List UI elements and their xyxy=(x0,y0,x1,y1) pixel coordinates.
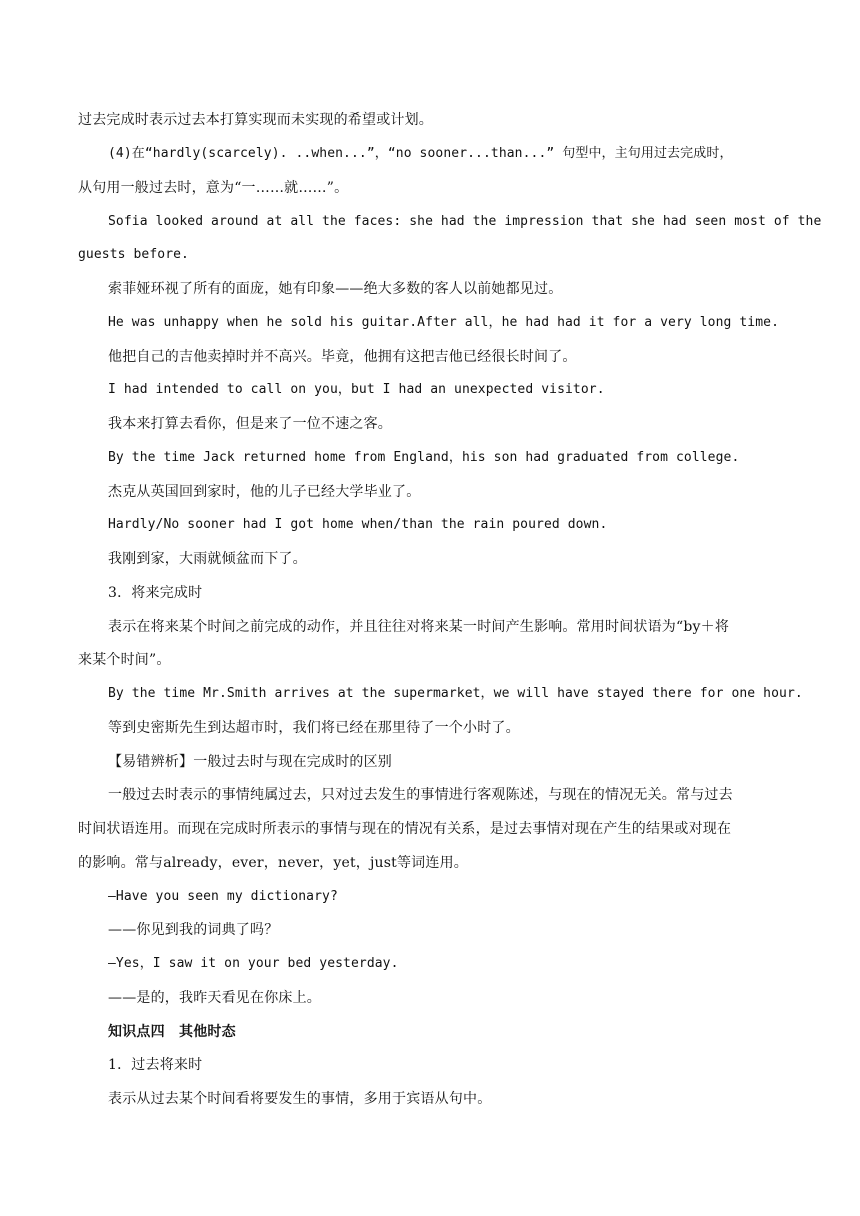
text-line: 等到史密斯先生到达超市时，我们将已经在那里待了一个小时了。 xyxy=(108,720,520,736)
text-line: 我本来打算去看你，但是来了一位不速之客。 xyxy=(108,416,392,432)
text-line: 表示从过去某个时间看将要发生的事情，多用于宾语从句中。 xyxy=(108,1091,492,1107)
text-line: (4)在“hardly(scarcely). ..when...”，“no sooner...than...” 句型中，主句用过去完成时， xyxy=(108,146,733,161)
text-line: 一般过去时表示的事情纯属过去，只对过去发生的事情进行客观陈述，与现在的情况无关。常与过去 xyxy=(108,787,733,803)
text-line: 从句用一般过去时，意为“一……就……”。 xyxy=(78,180,349,196)
text-line: —Yes，I saw it on your bed yesterday. xyxy=(108,956,399,971)
text-line: I had intended to call on you，but I had an unexpected visitor. xyxy=(108,382,605,397)
tip-heading: 【易错辨析】一般过去时与现在完成时的区别 xyxy=(108,754,392,770)
section-heading: 3．将来完成时 xyxy=(108,585,203,601)
text-line: 我刚到家，大雨就倾盆而下了。 xyxy=(108,551,307,567)
text-line: By the time Mr.Smith arrives at the supermarket，we will have stayed there for one hour. xyxy=(108,686,803,701)
knowledge-point-heading: 知识点四 其他时态 xyxy=(108,1024,236,1040)
text-line: 他把自己的吉他卖掉时并不高兴。毕竟，他拥有这把吉他已经很长时间了。 xyxy=(108,349,577,365)
text-line: ——你见到我的词典了吗？ xyxy=(108,922,279,938)
text-line: guests before. xyxy=(78,247,189,262)
text-line: 过去完成时表示过去本打算实现而未实现的希望或计划。 xyxy=(78,112,433,128)
text-line: Sofia looked around at all the faces: she had the impression that she had seen most of the xyxy=(108,214,822,229)
text-line: 表示在将来某个时间之前完成的动作，并且往往对将来某一时间产生影响。常用时间状语为“by＋将 xyxy=(108,619,730,635)
text-line: He was unhappy when he sold his guitar.After all，he had had it for a very long time. xyxy=(108,315,780,330)
section-heading: 1．过去将来时 xyxy=(108,1057,203,1073)
text-line: Hardly/No sooner had I got home when/than the rain poured down. xyxy=(108,517,608,532)
text-line: 的影响。常与already，ever，never，yet，just等词连用。 xyxy=(78,855,468,871)
text-line: ——是的，我昨天看见在你床上。 xyxy=(108,990,321,1006)
text-line: 索菲娅环视了所有的面庞，她有印象——绝大多数的客人以前她都见过。 xyxy=(108,281,563,297)
text-line: —Have you seen my dictionary? xyxy=(108,889,338,904)
text-line: 来某个时间”。 xyxy=(78,652,171,668)
text-line: 时间状语连用。而现在完成时所表示的事情与现在的情况有关系，是过去事情对现在产生的结果或对现在 xyxy=(78,821,732,837)
text-line: 杰克从英国回到家时，他的儿子已经大学毕业了。 xyxy=(108,484,421,500)
text-line: By the time Jack returned home from England，his son had graduated from college. xyxy=(108,450,740,465)
